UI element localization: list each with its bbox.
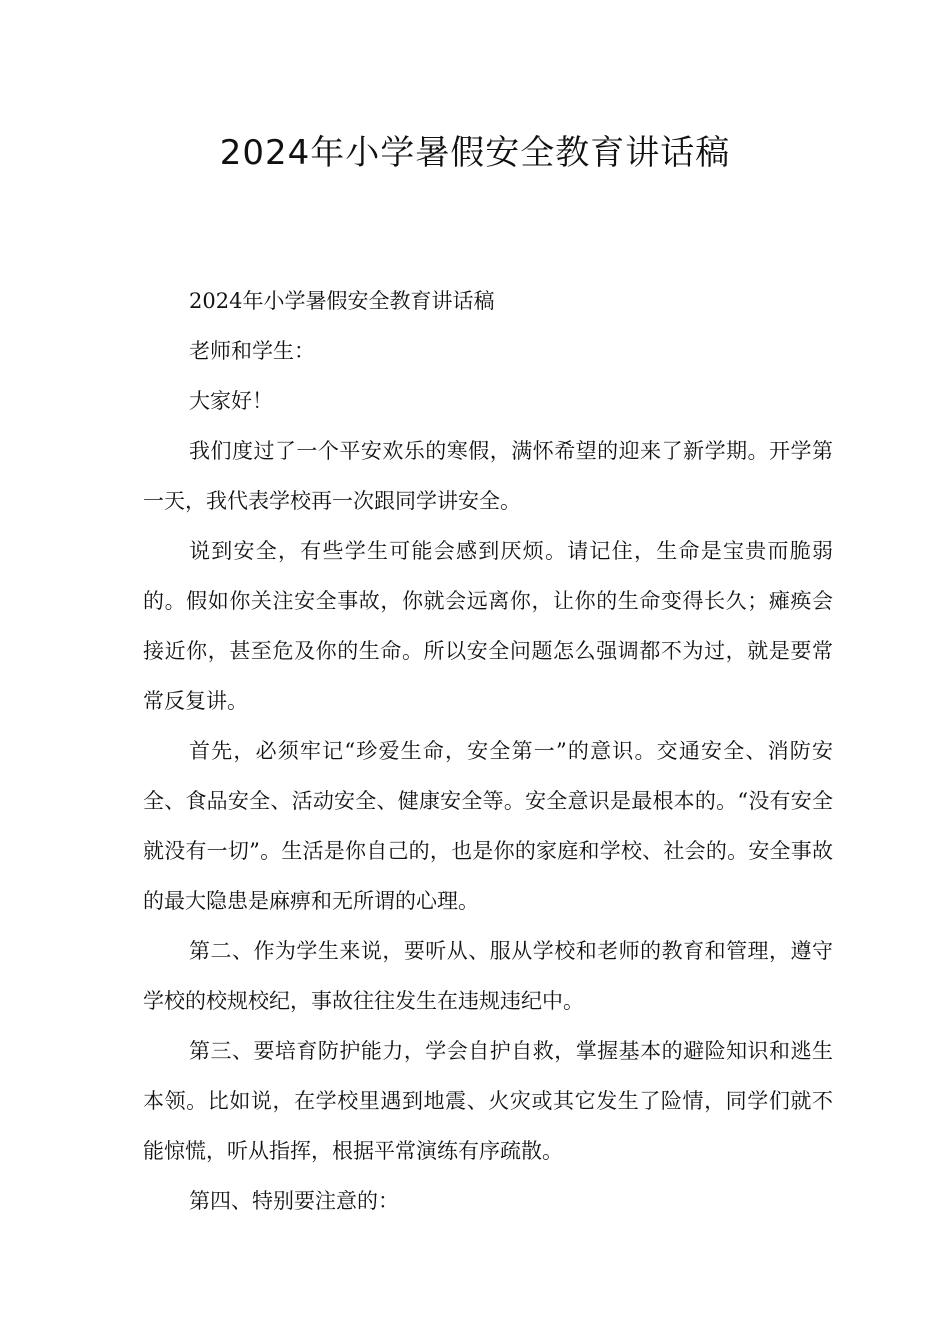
paragraph-salutation: 老师和学生： (189, 339, 315, 363)
paragraph-intro: 我们度过了一个平安欢乐的寒假，满怀希望的迎来了新学期。开学第一天，我代表学校再一次跟同学讲安全。 (143, 439, 833, 513)
paragraph-point-2: 第二、作为学生来说，要听从、服从学校和老师的教育和管理，遵守学校的校规校纪，事故往往发生在违规违纪中。 (143, 939, 833, 1013)
document-title: 2024年小学暑假安全教育讲话稿 (219, 133, 731, 173)
document-body (143, 276, 833, 1226)
paragraph-importance: 说到安全，有些学生可能会感到厌烦。请记住，生命是宝贵而脆弱的。假如你关注安全事故，你就会远离你，让你的生命变得长久；瘫痪会接近你，甚至危及你的生命。所以安全问题怎么强调都不为过，就是要常常反复讲。 (143, 539, 833, 713)
paragraph-point-1: 首先，必须牢记“珍爱生命，安全第一”的意识。交通安全、消防安全、食品安全、活动安全、健康安全等。安全意识是最根本的。“没有安全就没有一切”。生活是你自己的，也是你的家庭和学校、社会的。安全事故的最大隐患是麻痹和无所谓的心理。 (143, 739, 833, 913)
paragraph-point-3: 第三、要培育防护能力，学会自护自救，掌握基本的避险知识和逃生本领。比如说，在学校里遇到地震、火灾或其它发生了险情，同学们就不能惊慌，听从指挥，根据平常演练有序疏散。 (143, 1039, 833, 1163)
paragraph-heading: 2024年小学暑假安全教育讲话稿 (189, 289, 495, 313)
paragraph-greeting: 大家好！ (189, 389, 273, 413)
paragraph-point-4: 第四、特别要注意的： (189, 1189, 399, 1213)
